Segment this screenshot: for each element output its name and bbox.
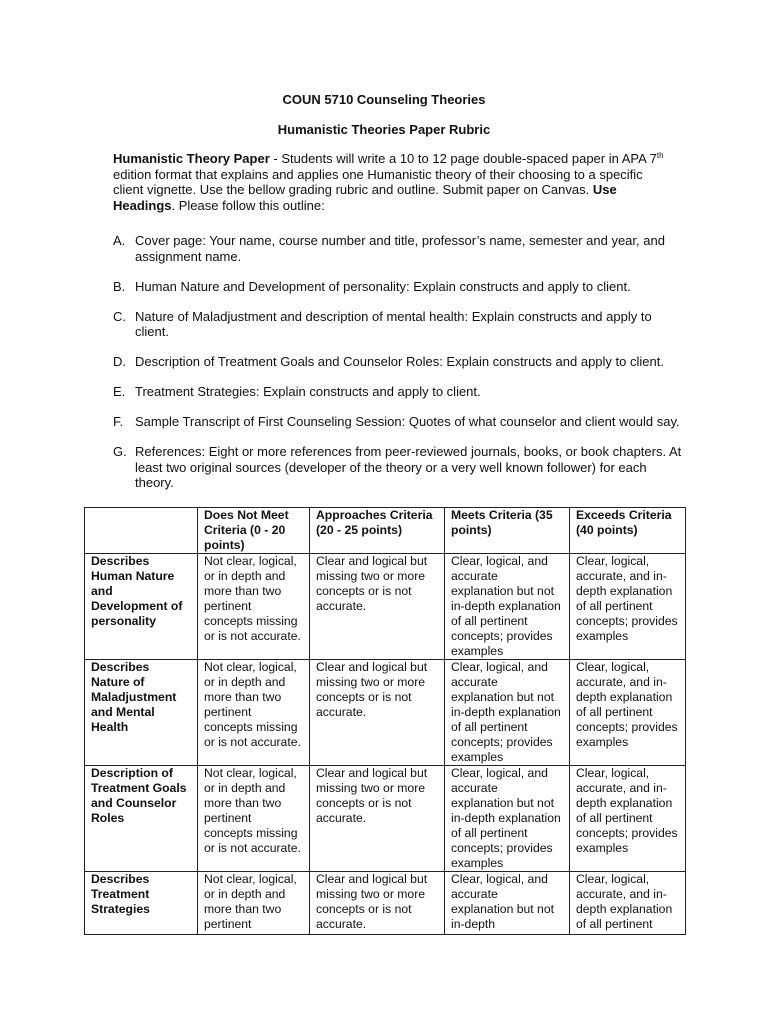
outline-item [113, 279, 683, 295]
outline-text: Treatment Strategies: Explain constructs and apply to client. [135, 384, 481, 399]
cell-does-not-meet: Not clear, logical, or in depth and more than two pertinent concepts missing or is not accurate. [198, 660, 310, 766]
outline-text: Nature of Maladjustment and description of mental health: Explain constructs and apply to client. [135, 308, 652, 339]
outline-item [113, 309, 683, 340]
outline-letter: E. [113, 384, 126, 399]
outline-letter: C. [113, 308, 126, 324]
cell-does-not-meet: Not clear, logical, or in depth and more than two pertinent [198, 872, 310, 935]
outline-item [113, 384, 683, 400]
course-title: COUN 5710 Counseling Theories [282, 92, 486, 107]
criterion-label: Description of Treatment Goals and Counselor Roles [85, 766, 198, 872]
cell-exceeds: Clear, logical, accurate, and in-depth explanation of all pertinent [570, 872, 686, 935]
rubric-row [85, 660, 686, 766]
rubric-title: Humanistic Theories Paper Rubric [277, 122, 491, 137]
rubric-row [85, 554, 686, 660]
outline-list [113, 233, 683, 505]
criterion-label: Describes Human Nature and Development of personality [85, 554, 198, 660]
column-header-does-not-meet: Does Not Meet Criteria (0 - 20 points) [198, 508, 310, 554]
cell-approaches: Clear and logical but missing two or more concepts or is not accurate. [310, 766, 445, 872]
cell-does-not-meet: Not clear, logical, or in depth and more than two pertinent concepts missing or is not accurate. [198, 766, 310, 872]
outline-text: References: Eight or more references from peer-reviewed journals, books, or book chapters. At least two original sources (developer of the theory or a very well known follower) for each theory. [135, 444, 682, 490]
cell-approaches: Clear and logical but missing two or more concepts or is not accurate. [310, 554, 445, 660]
outline-text: Cover page: Your name, course number and title, professor’s name, semester and year, and assignment name. [135, 233, 665, 264]
intro-paragraph [113, 151, 673, 213]
column-header-approaches: Approaches Criteria (20 - 25 points) [310, 508, 445, 554]
cell-meets: Clear, logical, and accurate explanation but not in-depth [445, 872, 570, 935]
cell-exceeds: Clear, logical, accurate, and in-depth explanation of all pertinent concepts; provides examples [570, 660, 686, 766]
outline-letter: A. [113, 233, 126, 248]
intro-text: - Students will write a 10 to 12 page double-spaced paper in APA 7 [269, 151, 657, 166]
outline-item [113, 233, 683, 264]
cell-approaches: Clear and logical but missing two or more concepts or is not accurate. [310, 872, 445, 935]
cell-exceeds: Clear, logical, accurate, and in-depth explanation of all pertinent concepts; provides examples [570, 766, 686, 872]
outline-item [113, 414, 683, 430]
intro-use-headings: Use Headings [113, 182, 617, 213]
rubric-row [85, 766, 686, 872]
outline-letter: F. [113, 414, 124, 429]
cell-meets: Clear, logical, and accurate explanation but not in-depth explanation of all pertinent concepts; provides examples [445, 766, 570, 872]
outline-text: Description of Treatment Goals and Counselor Roles: Explain constructs and apply to client. [135, 354, 664, 369]
outline-letter: B. [113, 278, 126, 294]
rubric-corner-cell [85, 508, 198, 554]
rubric-header-row [85, 508, 686, 554]
cell-meets: Clear, logical, and accurate explanation but not in-depth explanation of all pertinent concepts; provides examples [445, 554, 570, 660]
criterion-label: Describes Treatment Strategies [85, 872, 198, 935]
column-header-exceeds: Exceeds Criteria (40 points) [570, 508, 686, 554]
cell-exceeds: Clear, logical, accurate, and in-depth explanation of all pertinent concepts; provides examples [570, 554, 686, 660]
cell-does-not-meet: Not clear, logical, or in depth and more than two pertinent concepts missing or is not accurate. [198, 554, 310, 660]
cell-meets: Clear, logical, and accurate explanation but not in-depth explanation of all pertinent concepts; provides examples [445, 660, 570, 766]
outline-text: Sample Transcript of First Counseling Session: Quotes of what counselor and client would say. [135, 414, 680, 429]
rubric-row [85, 872, 686, 935]
outline-item [113, 354, 683, 370]
outline-item [113, 444, 683, 491]
cell-approaches: Clear and logical but missing two or more concepts or is not accurate. [310, 660, 445, 766]
column-header-meets: Meets Criteria (35 points) [445, 508, 570, 554]
outline-text: Human Nature and Development of personality: Explain constructs and apply to client. [135, 278, 631, 294]
intro-bold-lead: Humanistic Theory Paper [113, 151, 270, 166]
criterion-label: Describes Nature of Maladjustment and Mental Health [85, 660, 198, 766]
rubric-table [84, 507, 686, 935]
intro-text: edition format that explains and applies one Humanistic theory of their choosing to a specific client vignette. Use the bellow grading rubric and outline. Submit paper on Canvas. [113, 166, 643, 197]
intro-superscript: th [656, 151, 664, 160]
outline-letter: G. [113, 444, 127, 459]
intro-text: . Please follow this outline: [171, 197, 325, 213]
outline-letter: D. [113, 354, 126, 369]
